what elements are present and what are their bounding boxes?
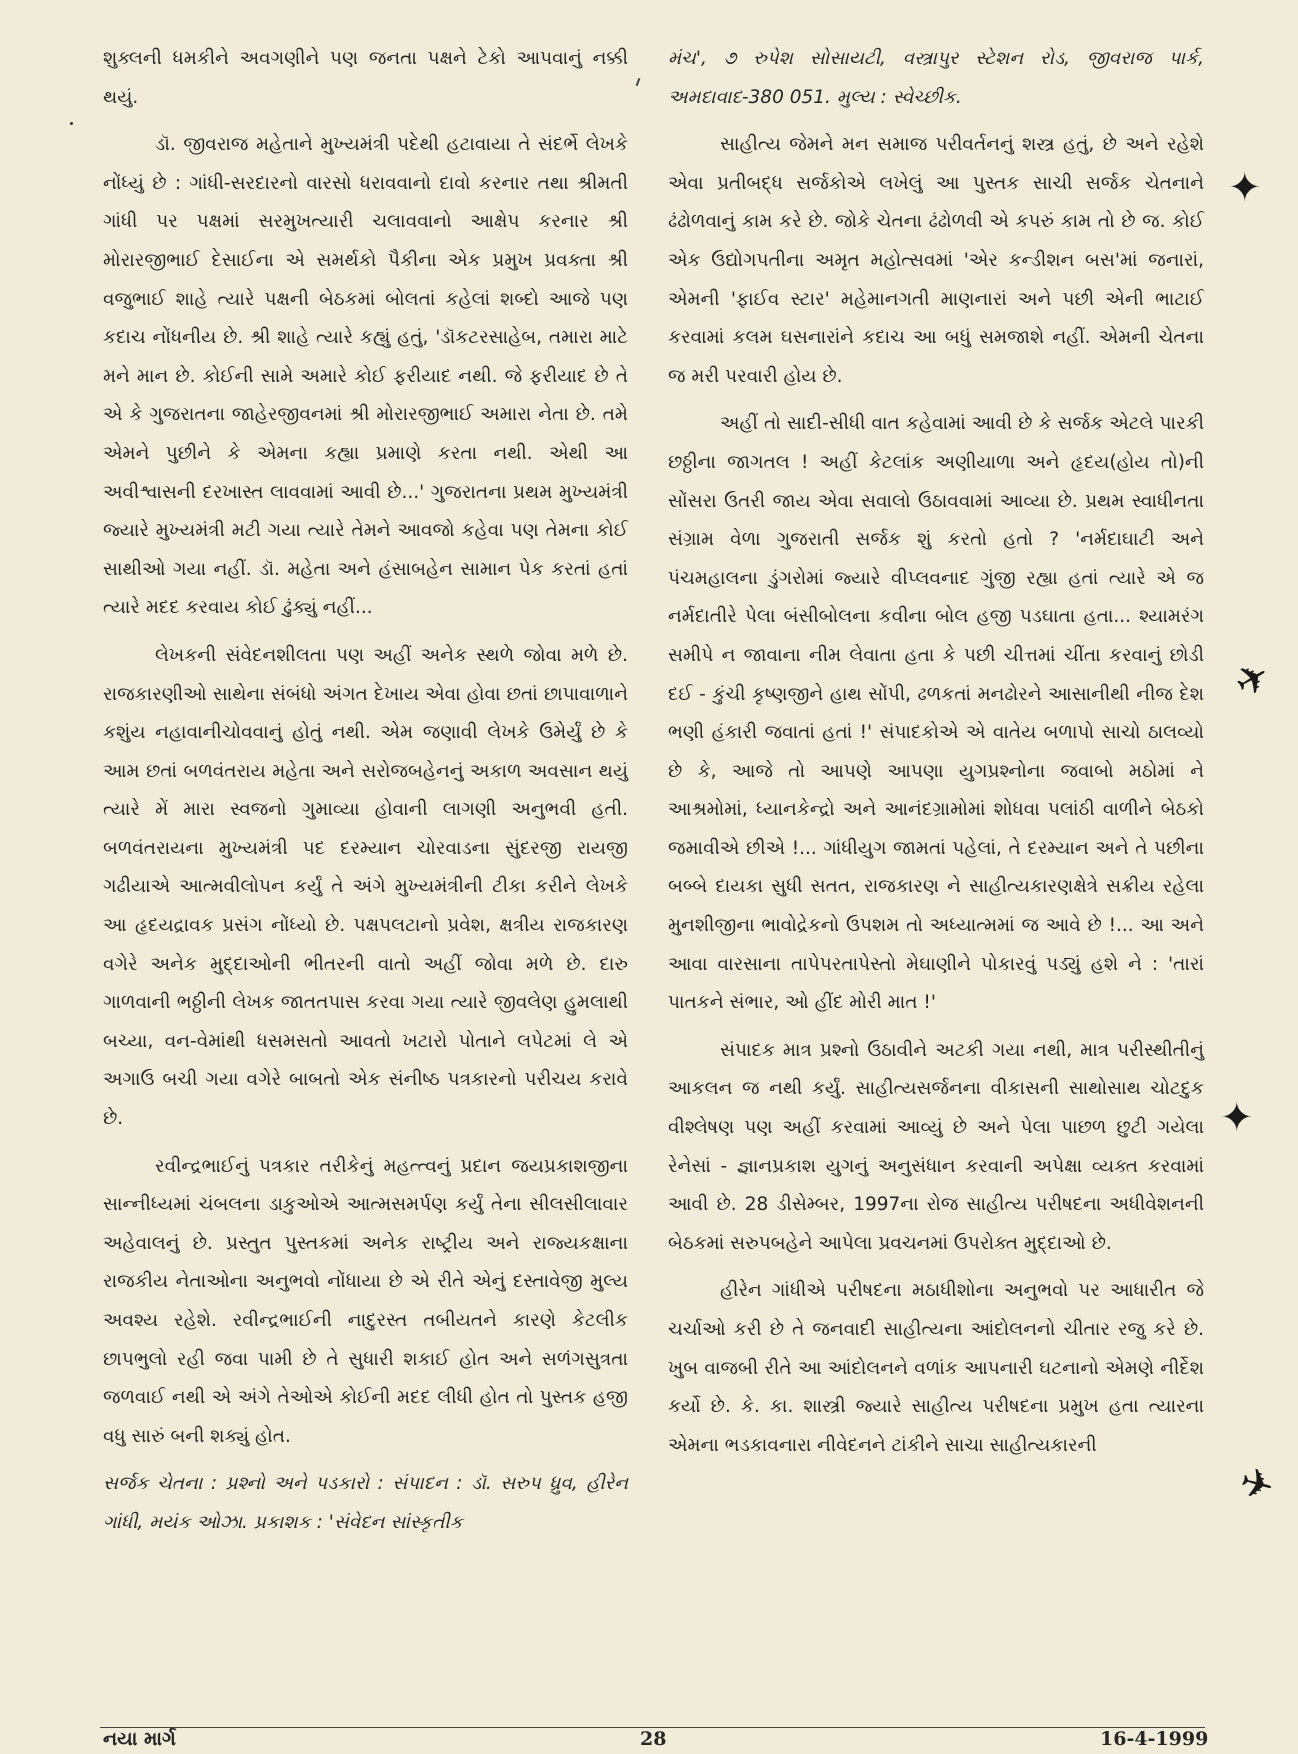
- paragraph: રવીન્દ્રભાઈનું પત્રકાર તરીકેનું મહત્ત્વનું પ્રદાન જયપ્રકાશજીના સાન્નીધ્યમાં ચંબલના ડાકુઓએ આત્મસમર્પણ કર્યું તેના સીલસીલાવાર અહેવાલનું છે. પ્રસ્તુત પુસ્તકમાં અનેક રાષ્ટ્રીય અને રાજ્યકક્ષાના રાજકીય નેતાઓના અનુભવો નોંધાયા છે એ રીતે એનું દસ્તાવેજી મુલ્ય અવશ્ય રહેશે. રવીન્દ્રભાઈની નાદુરસ્ત તબીયતને કારણે કેટલીક છાપભુલો રહી જવા પામી છે તે સુધારી શકાઈ હોત અને સળંગસુત્રતા જળવાઈ નથી એ અંગે તેઓએ કોઈની મદદ લીધી હોત તો પુસ્તક હજી વધુ સારું બની શક્યું હોત.: [103, 1155, 628, 1447]
- book-citation: સર્જક ચેતના : પ્રશ્નો અને પડકારો : સંપાદન : ડૉ. સરુપ ધ્રુવ, હીરેન ગાંધી, મયંક ઓઝા. પ્રકાશક : 'સંવેદન સાંસ્કૃતીક: [103, 1473, 628, 1533]
- column-mark: [636, 78, 641, 86]
- punch-hole-mark: ✈: [1226, 651, 1279, 709]
- paragraph: હીરેન ગાંધીએ પરીષદના મઠાધીશોના અનુભવો પર આધારીત જે ચર્ચાઓ કરી છે તે જનવાદી સાહીત્યના આંદોલનનો ચીતાર રજુ કરે છે. ખુબ વાજબી રીતે આ આંદોલનને વળાંક આપનારી ઘટનાનો એમણે નીર્દેશ કર્યો છે. કે. કા. શાસ્ત્રી જ્યારે સાહીત્ય પરીષદના પ્રમુખ હતા ત્યારના એમના ભડકાવનારા નીવેદનને ટાંકીને સાચા સાહીત્યકારની: [668, 1280, 1204, 1456]
- punch-hole-mark: ✈: [1234, 1458, 1279, 1512]
- right-column: [668, 40, 1204, 1474]
- paragraph: સંપાદક માત્ર પ્રશ્નો ઉઠાવીને અટકી ગયા નથી, માત્ર પરીસ્થીતીનું આકલન જ નથી કર્યું. સાહીત્યસર્જનના વીકાસની સાથોસાથ ચોટદુક વીશ્લેષણ પણ અહીં કરવામાં આવ્યું છે અને પેલા પાછળ છુટી ગયેલા રેનેસાં - જ્ઞાનપ્રકાશ યુગનું અનુસંધાન કરવાની અપેક્ષા વ્યક્ત કરવામાં આવી છે. 28 ડીસેમ્બર, 1997ના રોજ સાહીત્ય પરીષદના અધીવેશનની બેઠકમાં સરુપબહેને આપેલા પ્રવચનમાં ઉપરોક્ત મુદ્દાઓ છે.: [668, 1039, 1204, 1254]
- issue-date: 16-4-1999: [1100, 1728, 1209, 1750]
- punch-hole-mark: ✦: [1228, 165, 1262, 211]
- publication-name: નયા માર્ગ: [103, 1728, 176, 1750]
- paragraph: શુક્લની ધમકીને અવગણીને પણ જનતા પક્ષને ટેકો આપવાનું નક્કી થયું.: [103, 48, 628, 108]
- punch-hole-mark: ✦: [1220, 1095, 1254, 1141]
- book-citation-continued: મંચ', ૭ રુપેશ સોસાયટી, વસ્ત્રાપુર સ્ટેશન રોડ, જીવરાજ પાર્ક, અમદાવાદ-380 051. મુલ્ય : સ્વેચ્છીક.: [668, 48, 1204, 108]
- paragraph: લેખકની સંવેદનશીલતા પણ અહીં અનેક સ્થળે જોવા મળે છે. રાજકારણીઓ સાથેના સંબંધો અંગત દેખાય એવા હોવા છતાં છાપાવાળાને કશુંય નહાવાનીચોવવાનું હોતું નથી. એમ જણાવી લેખકે ઉમેર્યું છે કે આમ છતાં બળવંતરાય મહેતા અને સરોજબહેનનું અકાળ અવસાન થયું ત્યારે મેં મારા સ્વજનો ગુમાવ્યા હોવાની લાગણી અનુભવી હતી. બળવંતરાયના મુખ્યમંત્રી પદ દરમ્યાન ચોરવાડના સુંદરજી રાયજી ગઢીયાએ આત્મવીલોપન કર્યું તે અંગે મુખ્યમંત્રીની ટીકા કરીને લેખકે આ હૃદયદ્રાવક પ્રસંગ નોંધ્યો છે. પક્ષપલટાનો પ્રવેશ, ક્ષત્રીય રાજકારણ વગેરે અનેક મુદ્દાઓની ભીતરની વાતો અહીં જોવા મળે છે. દારુ ગાળવાની ભઠ્ઠીની લેખક જાતતપાસ કરવા ગયા ત્યારે જીવલેણ હુમલાથી બચ્યા, વન-વેમાંથી ધસમસતો આવતો ખટારો પોતાને લપેટમાં લે એ અગાઉ બચી ગયા વગેરે બાબતો એક સંનીષ્ઠ પત્રકારનો પરીચય કરાવે છે.: [103, 644, 628, 1130]
- paragraph: ડૉ. જીવરાજ મહેતાને મુખ્યમંત્રી પદેથી હટાવાયા તે સંદર્ભે લેખકે નોંધ્યું છે : ગાંધી-સરદારનો વારસો ધરાવવાનો દાવો કરનાર તથા શ્રીમતી ગાંધી પર પક્ષમાં સરમુખત્યારી ચલાવવાનો આક્ષેપ કરનાર શ્રી મોરારજીભાઈ દેસાઈના એ સમર્થકો પૈકીના એક પ્રમુખ પ્રવક્તા શ્રી વજુભાઈ શાહે ત્યારે પક્ષની બેઠકમાં બોલતાં કહેલાં શબ્દો આજે પણ કદાચ નોંધનીય છે. શ્રી શાહે ત્યારે કહ્યું હતું, 'ડૉકટરસાહેબ, તમારા માટે મને માન છે. કોઈની સામે અમારે કોઈ ફરીયાદ નથી. જે ફરીયાદ છે તે એ કે ગુજરાતના જાહેરજીવનમાં શ્રી મોરારજીભાઈ અમારા નેતા છે. તમે એમને પુછીને કે એમના કહ્યા પ્રમાણે કરતા નથી. એથી આ અવીશ્વાસની દરખાસ્ત લાવવામાં આવી છે...' ગુજરાતના પ્રથમ મુખ્યમંત્રી જ્યારે મુખ્યમંત્રી મટી ગયા ત્યારે તેમને આવજો કહેવા પણ તેમના કોઈ સાથીઓ ગયા નહીં. ડૉ. મહેતા અને હંસાબહેન સામાન પેક કરતાં હતાં ત્યારે મદદ કરવાય કોઈ ઢુંક્યું નહીં...: [103, 134, 628, 619]
- paragraph: સાહીત્ય જેમને મન સમાજ પરીવર્તનનું શસ્ત્ર હતું, છે અને રહેશે એવા પ્રતીબદ્ધ સર્જકોએ લખેલું આ પુસ્તક સાચી સર્જક ચેતનાને ઢંઢોળવાનું કામ કરે છે. જોકે ચેતના ઢંઢોળવી એ કપરું કામ તો છે જ. કોઈ એક ઉદ્યોગપતીના અમૃત મહોત્સવમાં 'એર કન્ડીશન બસ'માં જનારાં, એમની 'ફાઈવ સ્ટાર' મહેમાનગતી માણનારાં અને પછી એની ભાટાઈ કરવામાં કલમ ઘસનારાંને કદાચ આ બધું સમજાશે નહીં. એમની ચેતના જ મરી પરવારી હોય છે.: [668, 134, 1204, 387]
- page-number: 28: [640, 1728, 667, 1750]
- paragraph: અહીં તો સાદી-સીધી વાત કહેવામાં આવી છે કે સર્જક એટલે પારકી છઠ્ઠીના જાગતલ ! અહીં કેટલાંક અણીયાળા અને હૃદય(હોય તો)ની સોંસરા ઉતરી જાય એવા સવાલો ઉઠાવવામાં આવ્યા છે. પ્રથમ સ્વાધીનતા સંગ્રામ વેળા ગુજરાતી સર્જક શું કરતો હતો ? 'નર્મદાઘાટી અને પંચમહાલના ડુંગરોમાં જ્યારે વીપ્લવનાદ ગુંજી રહ્યા હતાં ત્યારે એ જ નર્મદાતીરે પેલા બંસીબોલના કવીના બોલ હજી પડઘાતા હતા... શ્યામરંગ સમીપે ન જાવાના નીમ લેવાતા હતા કે પછી ચીત્તમાં ચીંતા કરવાનું છોડી દઈ - કુંચી કૃષ્ણજીને હાથ સોંપી, ઢળકતાં મનઢોરને આસાનીથી નીજ દેશ ભણી હંકારી જવાતાં હતાં !' સંપાદકોએ એ વાતેય બળાપો સાચો ઠાલવ્યો છે કે, આજે તો આપણે આપણા યુગપ્રશ્નોના જવાબો મઠોમાં ને આશ્રમોમાં, ધ્યાનકેન્દ્રો અને આનંદગ્રામોમાં શોધવા પલાંઠી વાળીને બેઠકો જમાવીએ છીએ !... ગાંધીયુગ જામતાં પહેલાં, તે દરમ્યાન અને તે પછીના બબ્બે દાયકા સુધી સતત, રાજકારણ ને સાહીત્યકારણક્ષેત્રે સક્રીય રહેલા મુનશીજીના ભાવોદ્રેકનો ઉપશમ તો અધ્યાત્મમાં જ આવે છે !... આ અને આવા વારસાના તાપેપરતાપેસ્તો મેઘાણીને પોકારવું પડ્યું હશે ને : 'તારાં પાતકને સંભાર, ઓ હીંદ મોરી માત !': [668, 413, 1204, 1014]
- speck: [70, 122, 73, 125]
- left-column: [103, 40, 628, 1552]
